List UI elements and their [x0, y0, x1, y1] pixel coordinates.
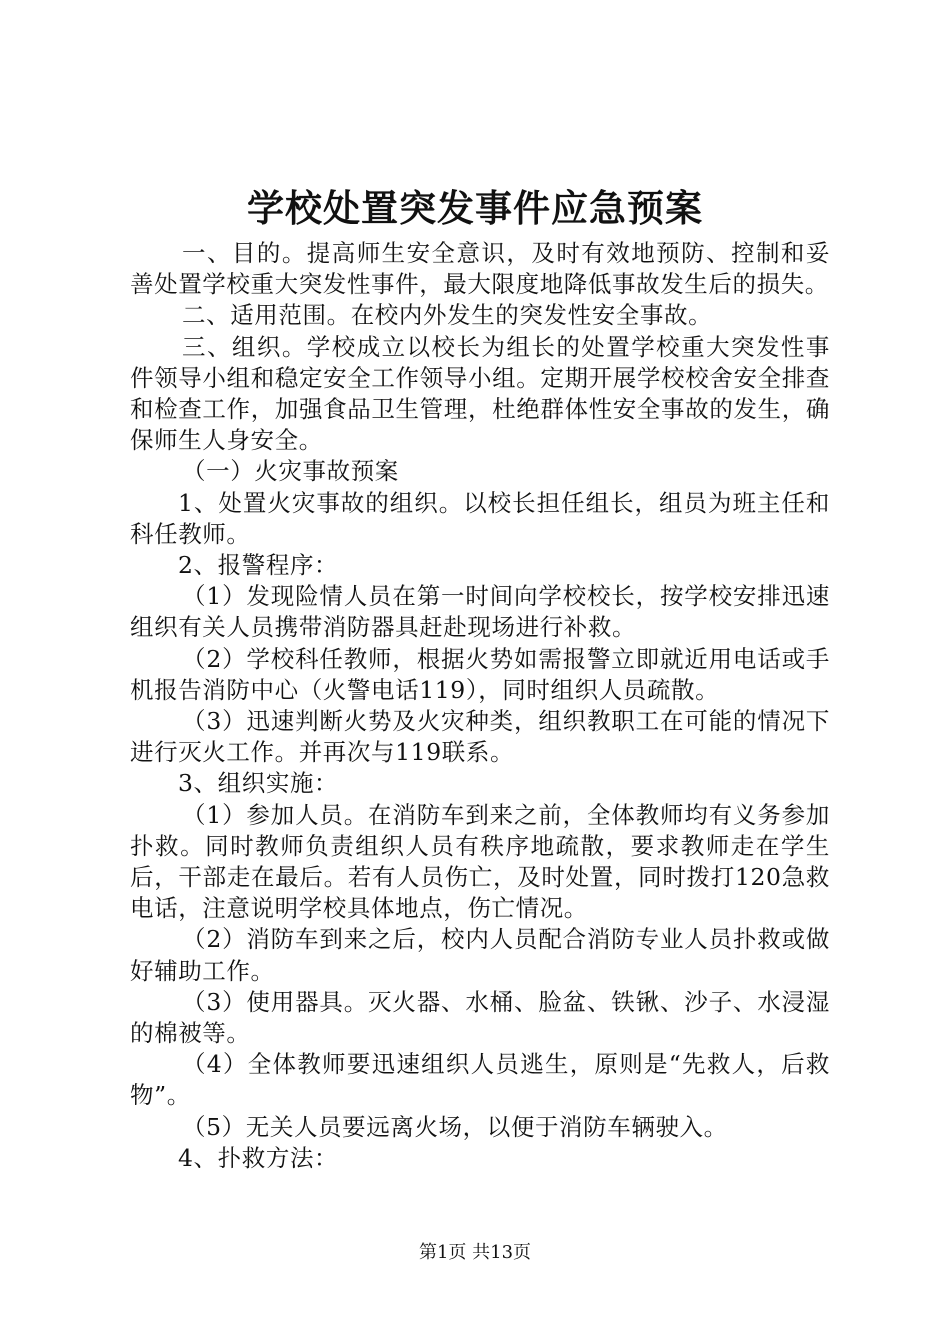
- document-body: [130, 238, 830, 1174]
- page-number-footer: 第1页 共13页: [418, 1242, 532, 1263]
- paragraph-implementation-5: （5）无关人员要远离火场，以便于消防车辆驶入。: [182, 1112, 728, 1141]
- heading-firefighting-methods: 4、扑救方法：: [178, 1143, 339, 1172]
- paragraph-fire-organization: 1、处置火灾事故的组织。以校长担任组长，组员为班主任和科任教师。: [130, 488, 830, 548]
- heading-implementation: 3、组织实施：: [178, 769, 339, 798]
- paragraph-implementation-4: （4）全体教师要迅速组织人员逃生，原则是“先救人，后救物”。: [130, 1050, 830, 1110]
- paragraph-alarm-3: （3）迅速判断火势及火灾种类，组织教职工在可能的情况下进行灭火工作。并再次与119联系。: [130, 707, 830, 767]
- paragraph-implementation-2: （2）消防车到来之后，校内人员配合消防专业人员扑救或做好辅助工作。: [130, 925, 830, 985]
- paragraph-implementation-1: （1）参加人员。在消防车到来之前，全体教师均有义务参加扑救。同时教师负责组织人员有秩序地疏散，要求教师走在学生后，干部走在最后。若有人员伤亡，及时处置，同时拨打120急救电话，注意说明学校具体地点，伤亡情况。: [130, 800, 830, 923]
- paragraph-scope: 二、适用范围。在校内外发生的突发性安全事故。: [182, 301, 713, 330]
- heading-alarm-procedure: 2、报警程序：: [178, 551, 339, 580]
- paragraph-purpose: 一、目的。提高师生安全意识，及时有效地预防、控制和妥善处置学校重大突发性事件，最大限度地降低事故发生后的损失。: [130, 239, 830, 299]
- paragraph-alarm-1: （1）发现险情人员在第一时间向学校校长，按学校安排迅速组织有关人员携带消防器具赶赴现场进行补救。: [130, 582, 830, 642]
- paragraph-implementation-3: （3）使用器具。灭火器、水桶、脸盆、铁锹、沙子、水浸湿的棉被等。: [130, 987, 830, 1048]
- paragraph-alarm-2: （2）学校科任教师，根据火势如需报警立即就近用电话或手机报告消防中心（火警电话119），同时组织人员疏散。: [130, 644, 830, 704]
- paragraph-organization: 三、组织。学校成立以校长为组长的处置学校重大突发性事件领导小组和稳定安全工作领导小组。定期开展学校校舍安全排查和检查工作，加强食品卫生管理，杜绝群体性安全事故的发生，确保师生人身安全。: [130, 332, 830, 455]
- document-title: 学校处置突发事件应急预案: [247, 187, 703, 230]
- section-fire-plan: （一）火灾事故预案: [182, 457, 399, 486]
